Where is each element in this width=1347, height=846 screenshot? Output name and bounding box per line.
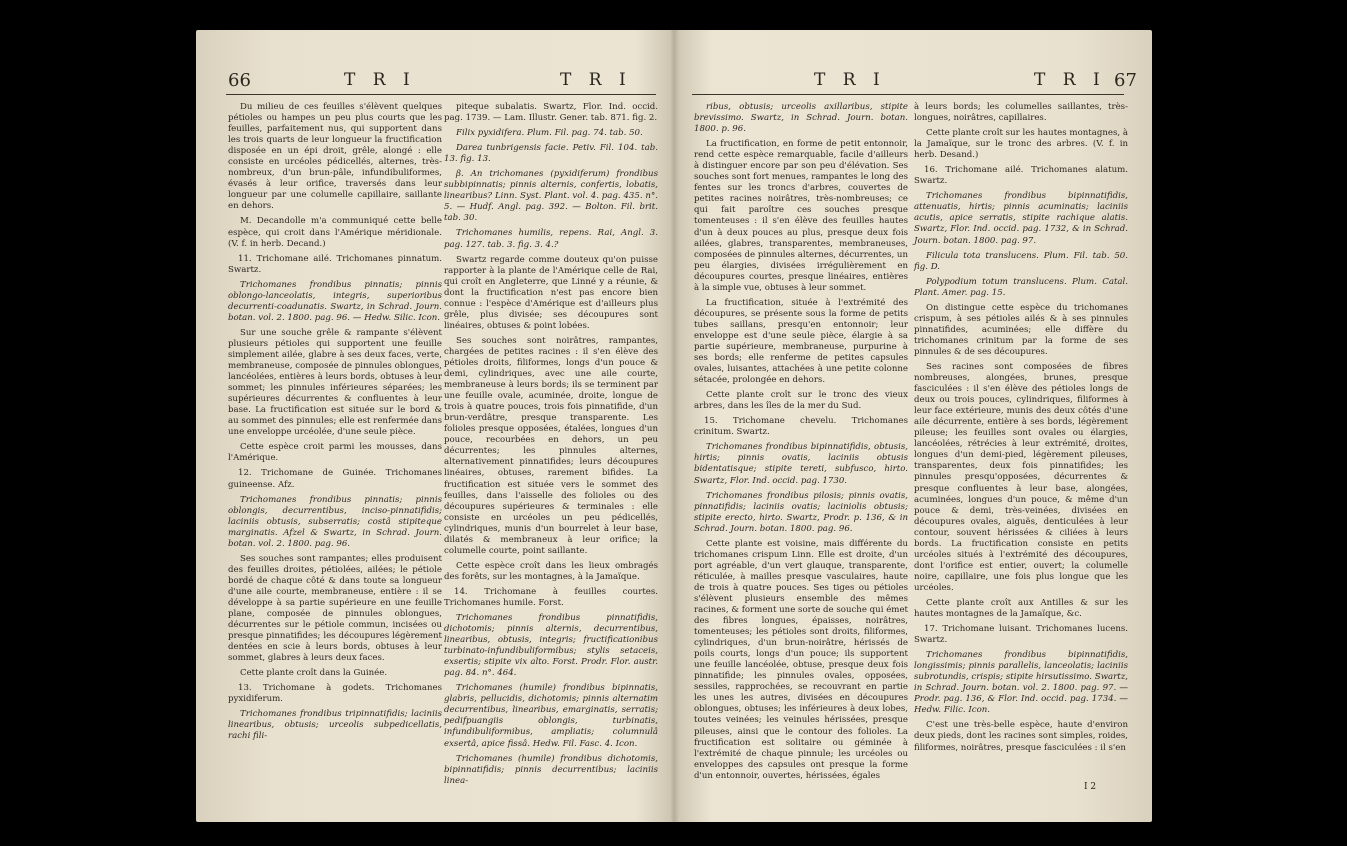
paragraph: Ses racines sont composées de fibres nombreuses, alongées, brunes, presque fasciculées : il s'en élève des pétioles longs de deux ou trois pouces, cylindriques, filiformes à leur face extérieure, munis des deux côtés d'une aile décurrente, entière à ses bords, légèrement pileuse; les feuilles sont ovales ou élargies, lancéolées, rétrécies à leur extrémité, droites, longues d'un demi-pied, légèrement pileuses, transparentes, deux fois pinnatifides; les pinnules presqu'opposées, décurrentes & presque confluentes à leur base, alongées, acuminées, longues d'un pouce, & même d'un pouce & demi, très-veinées, divisées en découpures ovales, aiguës, denticulées à leur contour, souvent hérissées & ciliées à leurs bords. La fructification consiste en petits urcéoles situés à l'extrémité des découpures, dont l'orifice est entier, ouvert; la columelle noire, capillaire, une fois plus longue que les urcéoles.: [914, 361, 1128, 593]
left-column-1: [228, 102, 442, 742]
paragraph: Sur une souche grêle & rampante s'élèvent plusieurs pétioles qui supportent une feuille simplement ailée, glabre à ses deux faces, verte, membraneuse, composée de pinnules oblongues, lancéolées, entières à leurs bords, obtuses à leur sommet; les pinnules inférieures séparées; les supérieures décurrentes & confluentes à leur base. La fructification est située sur le bord & au sommet des pinnules; elle est renfermée dans une enveloppe urcéolée, d'une seule pièce.: [228, 327, 442, 438]
species-heading: 13. Trichomane à godets. Trichomanes pyxidiferum.: [228, 683, 442, 705]
right-column-2: [914, 102, 1128, 753]
page-number: 67: [1114, 70, 1137, 91]
latin-citation: Filix pyxidifera. Plum. Fil. pag. 74. tab. 50.: [456, 128, 643, 139]
paragraph: C'est une très-belle espèce, haute d'environ deux pieds, dont les racines sont simples, roides, filiformes, noirâtres, presque fasciculées : il s'en: [914, 720, 1128, 753]
paragraph: Ses souches sont rampantes; elles produisent des feuilles droites, pétiolées, ailées; le pétiole bordé de chaque côté & dans toute sa longueur d'une aile courte, membraneuse, entière : il se développe à sa partie supérieure en une feuille plane, composée de pinnules oblongues, décurrentes sur le pétiole commun, incisées ou presque pinnatifides; les découpures légèrement dentées en scie à leurs bords, obtuses à leur sommet, glabres à leurs deux faces.: [228, 553, 442, 664]
species-heading: 15. Trichomane chevelu. Trichomanes crinitum. Swartz.: [694, 416, 908, 438]
latin-citation: Filicula tota translucens. Plum. Fil. tab. 50. fig. D.: [914, 250, 1128, 272]
latin-citation: Trichomanes frondibus bipinnatifidis, obtusis, hirtis; pinnis ovatis, laciniis obtusis bidentatisque; stipite tereti, subfusco, hirto. Swartz, Flor. Ind. occid. pag. 1730.: [694, 442, 908, 486]
paragraph: M. Decandolle m'a communiqué cette belle espèce, qui croit dans l'Amérique méridionale. (V. f. in herb. Decand.): [228, 216, 442, 249]
paragraph: La fructification, située à l'extrémité des découpures, se présente sous la forme de petits tubes saillans, presqu'en entonnoir; leur enveloppe est d'une seule pièce, élargie à sa partie supérieure, membraneuse, purpurine à ses bords; elle renferme de petites capsules ovales, luisantes, attachées à une petite colonne sétacée, prolongée en dehors.: [694, 297, 908, 386]
paragraph: Cette plante croît dans la Guinée.: [240, 668, 388, 679]
left-page: [196, 30, 674, 822]
right-page: [674, 30, 1152, 822]
latin-citation: Trichomanes frondibus pinnatis; pinnis oblongo-lanceolatis, integris, superioribus decurrenti-coadunatis. Swartz, in Schrad. Journ. botan. vol. 2. 1800. pag. 96. — Hedw. Silic. Icon.: [228, 279, 442, 323]
page-number: 66: [228, 70, 251, 91]
paragraph: Swartz regarde comme douteux qu'on puisse rapporter à la plante de l'Amérique celle de Rai, qui croît en Angleterre, que Linné y a réunie, & dont la fructification n'est pas encore bien connue : l'espèce d'Amérique est d'ailleurs plus grêle, plus divisée; ses découpures sont linéaires, obtuses & point lobées.: [444, 254, 658, 331]
latin-citation: Trichomanes frondibus pilosis; pinnis ovatis, pinnatifidis; laciniis ovatis; laciniolis obtusis; stipite erecto, hirto. Swartz, Prodr. p. 136, & in Schrad. Journ. botan. 1800. pag. 96.: [694, 490, 908, 534]
latin-citation: Trichomanes frondibus pinnatis; pinnis oblongis, decurrentibus, inciso-pinnatifidis; laciniis obtusis, subserratis; costâ stipiteque marginatis. Afzel & Swartz, in Schrad. Journ. botan. vol. 2. 1800. pag. 96.: [228, 494, 442, 549]
latin-citation: Trichomanes frondibus bipinnatifidis, attenuatis, hirtis; pinnis acuminatis; laciniis acutis, apice serratis, stipite rachique alatis. Swartz, Flor. Ind. occid. pag. 1732, & in Schrad. Journ. botan. 1800. pag. 97.: [914, 191, 1128, 246]
latin-citation: Trichomanes frondibus bipinnatifidis, longissimis; pinnis parallelis, lanceolatis; laciniis subrotundis, crispis; stipite hirsutissimo. Swartz, in Schrad. Journ. botan. vol. 2. 1800. pag. 97. — Prodr. pag. 136, & Flor. Ind. occid. pag. 1734. — Hedw. Filic. Icon.: [914, 650, 1128, 716]
latin-citation: Trichomanes frondibus pinnatifidis, dichotomis; pinnis alternis, decurrentibus, linearibus, obtusis, integris; fructificationibus turbinato-infundibuliformibus; stylis setaceis, exsertis; stipite vix alto. Forst. Prodr. Flor. austr. pag. 84. n°. 464.: [444, 613, 658, 679]
paragraph: Cette plante croît aux Antilles & sur les hautes montagnes de la Jamaïque, &c.: [914, 597, 1128, 620]
paragraph: Cette plante est voisine, mais différente du trichomanes crispum Linn. Elle est droite, d'un port agréable, d'un vert glauque, transparente, réticulée, à mailles presque vasculaires, haute de trois à quatre pouces. Ses tiges ou pétioles s'élèvent plusieurs ensemble des mêmes racines, & forment une sorte de souche qui émet des fibres longues, épaisses, noirâtres, tomenteuses; les pétioles sont droits, filiformes, cylindriques, d'un brun-noirâtre, hérissés de poils courts, longs d'un pouce; ils supportent une feuille lancéolée, obtuse, presque deux fois pinnatifide; les pinnules ovales, opposées, sessiles, rapprochées, se recouvrant en partie les unes les autres, divisées en découpures oblongues, obtuses; les inférieures à deux lobes, toutes veinées; les veinules hérissées, presque pileuses, ainsi que le contour des folioles. La fructification est solitaire ou géminée à l'extrémité de chaque pinnule; les urcéoles ou enveloppes des capsules ont presque la forme d'un entonnoir, ouvertes, hérissées, égales: [694, 538, 908, 781]
species-heading: 14. Trichomane à feuilles courtes. Trichomanes humile. Forst.: [444, 586, 658, 608]
latin-citation: ribus, obtusis; urceolis axillaribus, stipite brevissimo. Swartz, in Schrad. Journ. botan. 1800. p. 96.: [694, 102, 908, 135]
left-column-2: [444, 102, 658, 786]
paragraph: La fructification, en forme de petit entonnoir, rend cette espèce remarquable, facile d'ailleurs à distinguer encore par son peu d'élévation. Ses souches sont fort menues, rampantes le long des fentes sur les troncs d'arbres, couvertes de petites racines noirâtres, très-nombreuses; ce qui fait paroître ces souches presque tomenteuses : il s'en élève des feuilles hautes d'un à deux pouces au plus, presque deux fois ailées, glabres, transparentes, membraneuses, composées de pinnules alternes, décurrentes, un peu élargies, divisées irrégulièrement en découpures courtes, presque linéaires, entières à la simple vue, obtuses à leur sommet.: [694, 139, 908, 293]
species-heading: 17. Trichomane luisant. Trichomanes lucens. Swartz.: [914, 624, 1128, 646]
paragraph: Cette plante croît sur le tronc des vieux arbres, dans les îles de la mer du Sud.: [694, 390, 908, 412]
header-rule: [692, 94, 1124, 95]
latin-citation: Trichomanes (humile) frondibus bipinnatis, glabris, pellucidis, dichotomis; pinnis alternatim decurrentibus, linearibus, emarginatis, serratis; pedifpuangiis oblongis, turbinatis, infundibuliformibus, ampliatis; columnulâ exsertâ, apice fissâ. Hedw. Fil. Fasc. 4. Icon.: [444, 683, 658, 749]
running-head-right-column: T R I: [1034, 70, 1106, 90]
species-heading: 16. Trichomane ailé. Trichomanes alatum. Swartz.: [914, 165, 1128, 187]
species-heading: 12. Trichomane de Guinée. Trichomanes guineense. Afz.: [228, 468, 442, 490]
running-head-right-column: T R I: [560, 70, 632, 90]
book-spread: [196, 30, 1152, 822]
paragraph: à leurs bords; les columelles saillantes, très-longues, noirâtres, capillaires.: [914, 102, 1128, 124]
latin-citation: Trichomanes humilis, repens. Rai, Angl. 3. pag. 127. tab. 3. fig. 3. 4.?: [444, 228, 658, 250]
right-column-1: [694, 102, 908, 781]
latin-citation: Polypodium totum translucens. Plum. Catal. Plant. Amer. pag. 15.: [914, 276, 1128, 298]
paragraph: On distingue cette espèce du trichomanes crispum, à ses pétioles ailés & à ses pinnules pinnatifides, acuminées; elle diffère du trichomanes crinitum par la forme de ses pinnules & de ses découpures.: [914, 302, 1128, 357]
running-head: T R I: [344, 70, 416, 90]
paragraph: Cette espèce croit parmi les mousses, dans l'Amérique.: [228, 442, 442, 464]
paragraph: Cette espèce croît dans les lieux ombragés des forêts, sur les montagnes, à la Jamaïque.: [444, 560, 658, 582]
paragraph: Cette plante croît sur les hautes montagnes, à la Jamaïque, sur le tronc des arbres. (V. f. in herb. Desand.): [914, 128, 1128, 161]
latin-citation: Darea tunbrigensis facie. Petiv. Fil. 104. tab. 13. fig. 13.: [444, 143, 658, 165]
latin-citation: β. An trichomanes (pyxidiferum) frondibus subbipinnatis; pinnis alternis, confertis, lobatis, linearibus? Linn. Syst. Plant. vol. 4. pag. 435. n°. 5. — Hudf. Angl. pag. 392. — Bolton. Fil. brit. tab. 30.: [444, 169, 658, 224]
running-head: T R I: [814, 70, 886, 90]
header-rule: [226, 94, 656, 95]
paragraph: Du milieu de ces feuilles s'élèvent quelques pétioles ou hampes un peu plus courts que les feuilles, parfaitement nus, qui supportent dans les trois quarts de leur longueur la fructification disposée en un épi droit, grêle, alongé : elle consiste en urcéoles pédicellés, alternes, très-nombreux, d'un brun-pâle, infundibuliformes, évasés à leur orifice, traversés dans leur longueur par une columelle capillaire, saillante en dehors.: [228, 102, 442, 212]
latin-citation: Trichomanes (humile) frondibus dichotomis, bipinnatifidis; pinnis decurrentibus; laciniis linea-: [444, 753, 658, 786]
paragraph: piteque subalatis. Swartz, Flor. Ind. occid. pag. 1739. — Lam. Illustr. Gener. tab. 871. fig. 2.: [444, 102, 658, 124]
species-heading: 11. Trichomane ailé. Trichomanes pinnatum. Swartz.: [228, 253, 442, 275]
paragraph: Ses souches sont noirâtres, rampantes, chargées de petites racines : il s'en élève des pétioles droits, filiformes, longs d'un pouce & demi, cylindriques, avec une aile courte, membraneuse à leurs bords; ils se terminent par une feuille ovale, acuminée, droite, longue de trois à quatre pouces, trois fois pinnatifide, d'un brun-verdâtre, presque transparente. Les folioles presque opposées, étalées, longues d'un pouce, recourbées en dehors, un peu décurrentes; les pinnules alternes, alternativement pinnatifides; leurs découpures linéaires, obtuses, rarement bifides. La fructification est située vers le sommet des feuilles, dans l'aisselle des folioles ou des découpures supérieures & terminales : elle consiste en urcéoles un peu pédicellés, cylindriques, munis d'un bourrelet à leur base, dilatés & membraneux à leur orifice; la columelle courte, point saillante.: [444, 335, 658, 556]
latin-citation: Trichomanes frondibus tripinnatifidis; laciniis linearibus, obtusis; urceolis subpedicellatis, rachi fili-: [228, 709, 442, 742]
signature-mark: I 2: [1084, 782, 1097, 792]
